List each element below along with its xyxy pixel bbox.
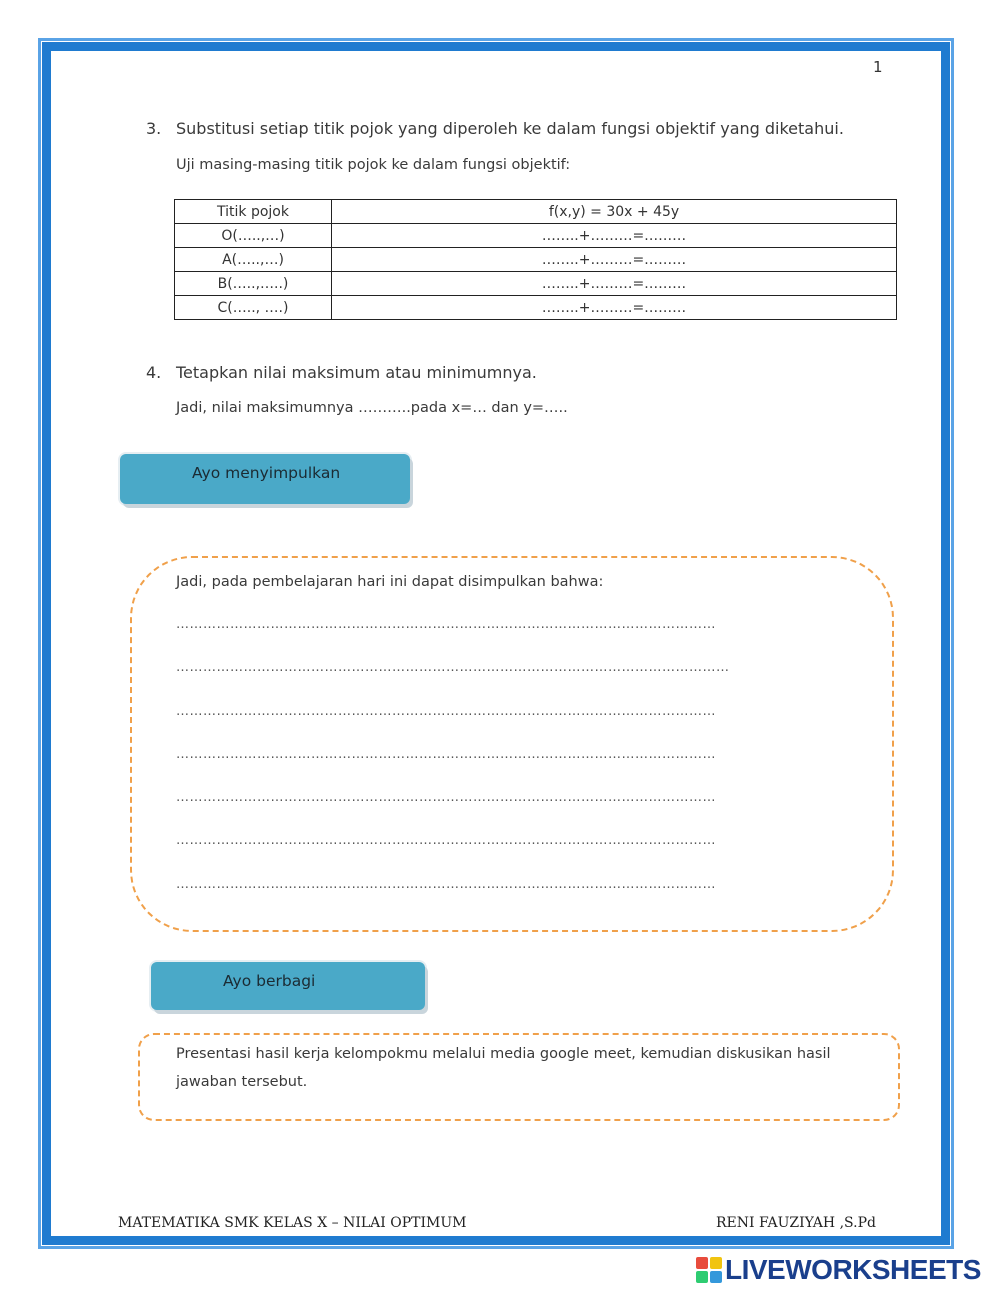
footer-left: MATEMATIKA SMK KELAS X – NILAI OPTIMUM: [118, 1215, 467, 1231]
table-cell-value[interactable]: ……..+………=………: [332, 296, 897, 320]
step-3-sub: Uji masing-masing titik pojok ke dalam fungsi objektif:: [176, 157, 571, 173]
table-cell-value[interactable]: ……..+………=………: [332, 248, 897, 272]
conclusion-prompt: Jadi, pada pembelajaran hari ini dapat disimpulkan bahwa:: [176, 574, 604, 590]
answer-line[interactable]: ……………………………………………………………………………………………………………: [176, 660, 730, 675]
share-text-line-2: jawaban tersebut.: [176, 1074, 308, 1090]
table-cell-value[interactable]: ……..+………=………: [332, 272, 897, 296]
liveworksheets-icon: [696, 1257, 722, 1283]
table-cell-point[interactable]: B(…..,…..): [175, 272, 332, 296]
table-row: [175, 248, 897, 272]
corner-points-table: [174, 199, 897, 320]
answer-line[interactable]: …………………………………………………………………………………………………………: [176, 877, 716, 892]
section-label-share-text: Ayo berbagi: [223, 972, 316, 990]
section-label-conclude: [120, 454, 410, 504]
table-header: f(x,y) = 30x + 45y: [332, 200, 897, 224]
conclusion-box: [130, 556, 894, 932]
liveworksheets-logo: [696, 1254, 981, 1286]
table-cell-point[interactable]: C(….., ….): [175, 296, 332, 320]
table-cell-point[interactable]: O(…..,…): [175, 224, 332, 248]
answer-line[interactable]: …………………………………………………………………………………………………………: [176, 747, 716, 762]
step-3-number: 3.: [146, 119, 162, 138]
table-header: Titik pojok: [175, 200, 332, 224]
section-label-conclude-text: Ayo menyimpulkan: [192, 464, 341, 482]
table-row: [175, 296, 897, 320]
footer-right: RENI FAUZIYAH ,S.Pd: [716, 1215, 876, 1231]
answer-line[interactable]: …………………………………………………………………………………………………………: [176, 790, 716, 805]
step-4-number: 4.: [146, 363, 162, 382]
step-4-answer[interactable]: Jadi, nilai maksimumnya ………..pada x=… dan y=…..: [176, 400, 568, 416]
step-4-text: Tetapkan nilai maksimum atau minimumnya.: [176, 363, 537, 382]
table-header-row: [175, 200, 897, 224]
table-row: [175, 224, 897, 248]
section-label-share: [151, 962, 425, 1010]
table-cell-value[interactable]: ……..+………=………: [332, 224, 897, 248]
step-3-text: Substitusi setiap titik pojok yang diperoleh ke dalam fungsi objektif yang diketahui.: [176, 119, 844, 138]
table-row: [175, 272, 897, 296]
answer-line[interactable]: …………………………………………………………………………………………………………: [176, 833, 716, 848]
step-3: [146, 119, 844, 138]
answer-line[interactable]: …………………………………………………………………………………………………………: [176, 617, 716, 632]
step-4: [146, 363, 537, 382]
answer-line[interactable]: …………………………………………………………………………………………………………: [176, 704, 716, 719]
table-cell-point[interactable]: A(…..,…): [175, 248, 332, 272]
page-number: 1: [873, 58, 883, 76]
share-text-line-1: Presentasi hasil kerja kelompokmu melalui media google meet, kemudian diskusikan hasil: [176, 1046, 831, 1062]
liveworksheets-text: LIVEWORKSHEETS: [725, 1254, 981, 1285]
